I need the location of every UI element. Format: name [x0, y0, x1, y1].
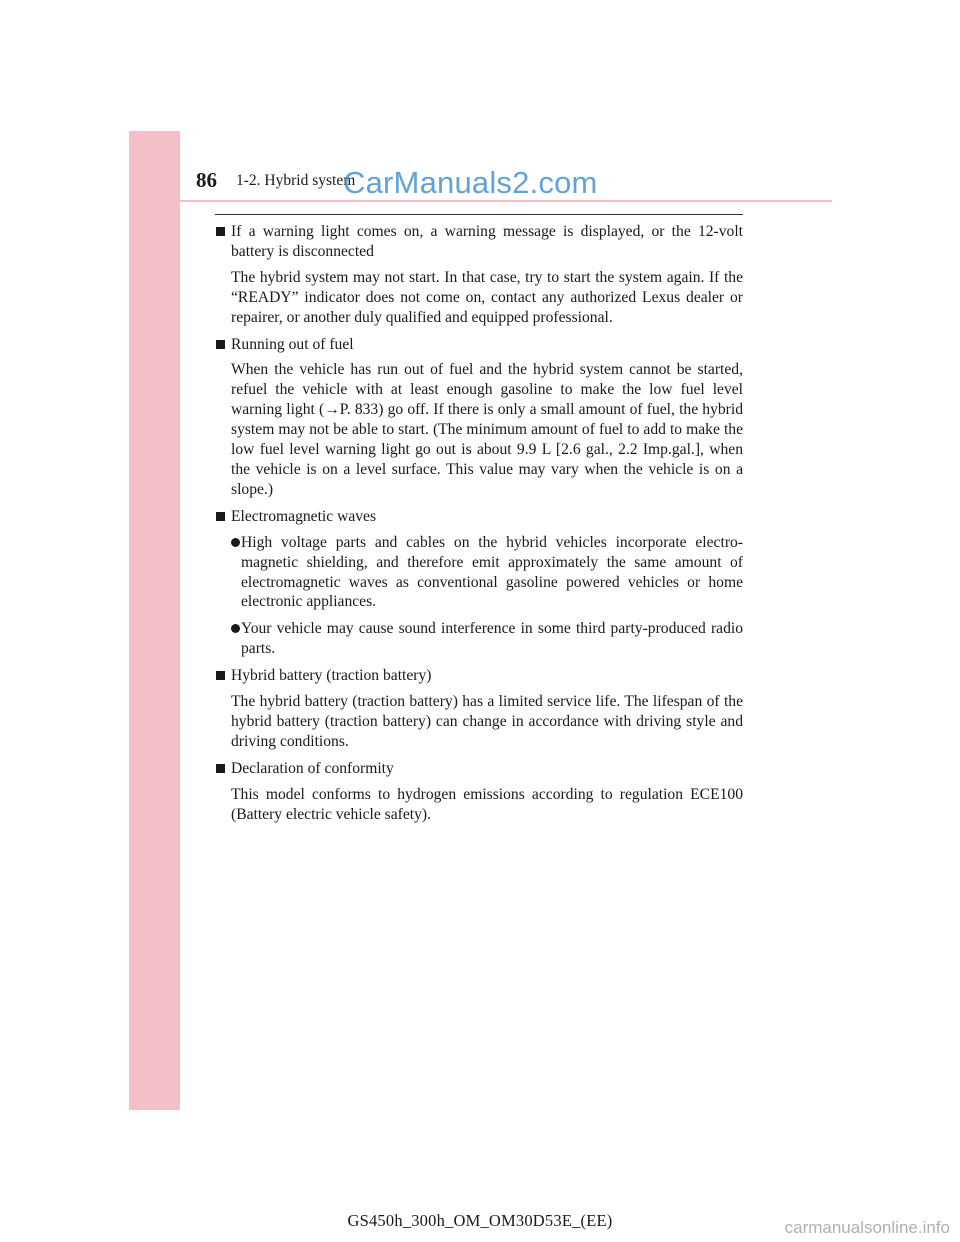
page-number: 86	[196, 168, 217, 192]
section-running-out-of-fuel	[215, 335, 743, 500]
section-warning-light	[215, 222, 743, 328]
manual-content	[215, 222, 743, 831]
section-paragraph: The hybrid system may not start. In that case, try to start the system again. If the “READY” indicator does not come on, contact any authorized Lexus dealer or repairer, or another duly qualified and equipped professional.	[231, 268, 743, 326]
square-bullet-icon	[216, 512, 225, 521]
square-bullet-icon	[216, 340, 225, 349]
list-item	[215, 619, 743, 659]
section-paragraph: The hybrid battery (traction battery) has a limited service life. The lifespan of the hybrid battery (traction battery) can change in accordance with driving style and driving conditions.	[231, 693, 743, 750]
section-heading	[215, 666, 743, 686]
section-paragraph: This model conforms to hydrogen emissions according to regulation ECE100 (Battery electric vehicle safety).	[231, 785, 743, 823]
heading-text: If a warning light comes on, a warning message is displayed, or the 12-volt battery is disconnected	[231, 223, 743, 260]
side-tab-band	[129, 131, 180, 1110]
section-title: 1-2. Hybrid system	[236, 172, 356, 189]
site-watermark[interactable]: carmanualsonline.info	[784, 1218, 950, 1237]
section-heading	[215, 335, 743, 355]
round-bullet-icon	[231, 624, 240, 633]
heading-text: Running out of fuel	[231, 335, 354, 353]
round-bullet-icon	[231, 538, 240, 547]
section-heading	[215, 222, 743, 262]
square-bullet-icon	[216, 227, 225, 236]
section-paragraph: When the vehicle has run out of fuel and the hybrid system cannot be started, refuel the vehicle with at least enough gasoline to make the low fuel level warning light (→P. 833) go off. If there is only a small amount of fuel, the hybrid system may not be able to start. (The minimum amount of fuel to add to make the low fuel level warning light go out is about 9.9 L [2.6 gal., 2.2 Imp.gal.], when the vehicle is on a level surface. This value may vary when the vehicle is on a slope.)	[231, 361, 743, 498]
section-heading	[215, 507, 743, 527]
list-item-text: High voltage parts and cables on the hybrid vehicles incorporate electro-magnetic shielding, and therefore emit approximately the same amount of electromagnetic waves as conventional gasoline powered vehicles or home electronic appliances.	[241, 533, 743, 611]
square-bullet-icon	[216, 764, 225, 773]
document-code-footer: GS450h_300h_OM_OM30D53E_(EE)	[347, 1211, 613, 1230]
section-hybrid-battery	[215, 666, 743, 752]
section-electromagnetic-waves	[215, 507, 743, 659]
content-divider	[215, 214, 743, 215]
heading-text: Electromagnetic waves	[231, 507, 377, 525]
list-item	[215, 533, 743, 613]
section-heading	[215, 759, 743, 779]
heading-text: Hybrid battery (traction battery)	[231, 667, 432, 685]
square-bullet-icon	[216, 671, 225, 680]
heading-text: Declaration of conformity	[231, 759, 394, 777]
section-declaration-of-conformity	[215, 759, 743, 825]
list-item-text: Your vehicle may cause sound interference in some third party-produced radio parts.	[241, 620, 743, 658]
watermark-logo[interactable]: CarManuals2.com	[343, 165, 598, 200]
